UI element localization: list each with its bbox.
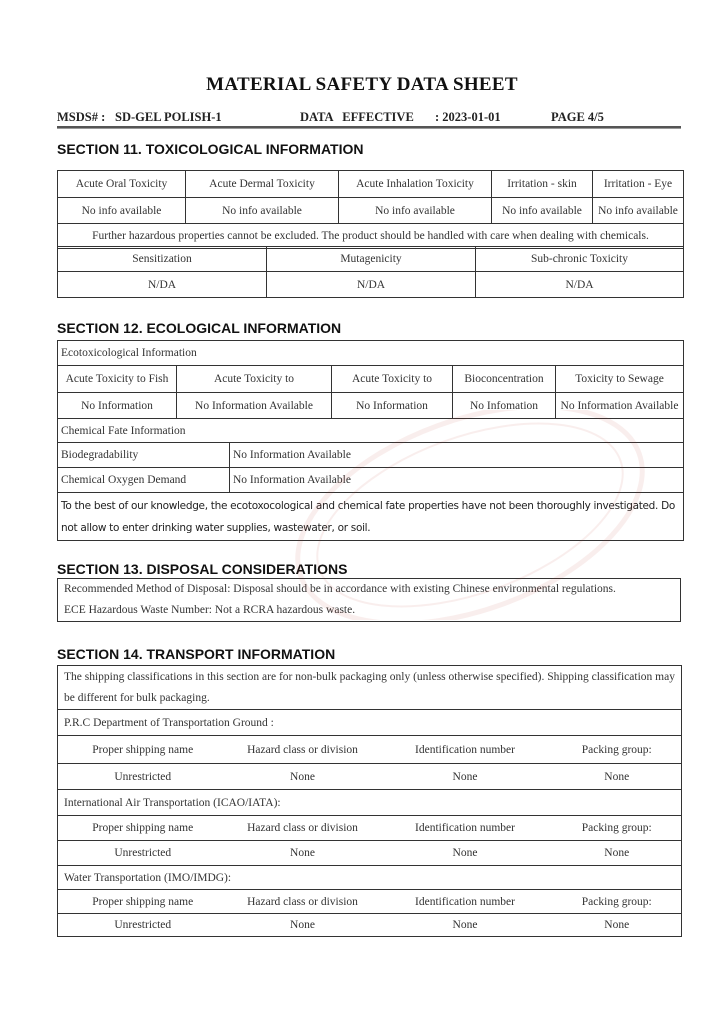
- document-title: MATERIAL SAFETY DATA SHEET: [206, 74, 518, 95]
- disposal-method: Recommended Method of Disposal: Disposal should be in accordance with existing Chinese environmental regulations.: [64, 583, 616, 595]
- table-header-cell: Proper shipping name: [58, 890, 228, 914]
- header-divider: [57, 126, 681, 129]
- table-cell: Unrestricted: [58, 841, 228, 866]
- transport-mode-ground: P.R.C Department of Transportation Ground :: [58, 710, 682, 736]
- table-header-cell: Identification number: [378, 736, 553, 764]
- section-12-heading: SECTION 12. ECOLOGICAL INFORMATION: [57, 320, 342, 336]
- table-cell: None: [553, 914, 682, 937]
- transport-table: [57, 665, 682, 937]
- table-header-cell: Proper shipping name: [58, 816, 228, 841]
- table-cell: No Information Available: [556, 393, 684, 419]
- table-header-cell: Identification number: [378, 890, 553, 914]
- table-cell: None: [378, 914, 553, 937]
- table-header-cell: Sub-chronic Toxicity: [476, 247, 684, 272]
- ecotox-label-row: [58, 341, 684, 366]
- transport-mode-row: [58, 710, 682, 736]
- table-cell: No info available: [593, 198, 684, 224]
- table-cell: None: [378, 841, 553, 866]
- table-header-cell: Packing group:: [553, 890, 682, 914]
- table-cell: No info available: [186, 198, 339, 224]
- table-header-cell: Acute Toxicity to Fish: [58, 366, 177, 393]
- table-cell: N/DA: [476, 272, 684, 298]
- transport-mode-air: International Air Transportation (ICAO/IATA):: [58, 790, 682, 816]
- table-cell: None: [378, 764, 553, 790]
- toxicity-value-row-2: [58, 272, 684, 298]
- table-cell: None: [228, 764, 378, 790]
- table-header-cell: Mutagenicity: [267, 247, 476, 272]
- toxicity-note-row: [58, 224, 684, 249]
- transport-value-row: [58, 841, 682, 866]
- document-meta-row: [57, 108, 681, 126]
- table-cell: No info available: [492, 198, 593, 224]
- table-header-cell: Identification number: [378, 816, 553, 841]
- disposal-table: [57, 578, 681, 622]
- fate-row-value: No Information Available: [230, 443, 684, 468]
- msds-label: MSDS# :: [57, 110, 106, 124]
- transport-value-row: [58, 914, 682, 937]
- toxicological-table-2: [57, 246, 684, 298]
- table-header-cell: Proper shipping name: [58, 736, 228, 764]
- table-cell: None: [228, 841, 378, 866]
- fate-row-label: Chemical Oxygen Demand: [58, 468, 230, 493]
- disposal-content: [58, 579, 681, 622]
- chemical-fate-table: [57, 418, 684, 541]
- ecotox-header-row: [58, 366, 684, 393]
- toxicity-header-row: [58, 171, 684, 198]
- table-cell: No Infomation: [453, 393, 556, 419]
- section-11-heading: SECTION 11. TOXICOLOGICAL INFORMATION: [57, 141, 364, 157]
- transport-mode-water: Water Transportation (IMO/IMDG):: [58, 866, 682, 890]
- table-header-cell: Acute Inhalation Toxicity: [339, 171, 492, 198]
- fate-label-row: [58, 419, 684, 443]
- table-cell: None: [228, 914, 378, 937]
- fate-row-value: No Information Available: [230, 468, 684, 493]
- hazardous-waste-number: ECE Hazardous Waste Number: Not a RCRA hazardous waste.: [64, 604, 356, 616]
- table-header-cell: Hazard class or division: [228, 816, 378, 841]
- transport-mode-row: [58, 866, 682, 890]
- table-header-cell: Packing group:: [553, 816, 682, 841]
- fate-row: [58, 468, 684, 493]
- msds-number: SD-GEL POLISH-1: [115, 110, 222, 124]
- table-header-cell: Sensitization: [58, 247, 267, 272]
- table-cell: No info available: [339, 198, 492, 224]
- section-13-heading: SECTION 13. DISPOSAL CONSIDERATIONS: [57, 561, 348, 577]
- table-cell: No Information: [58, 393, 177, 419]
- fate-row: [58, 443, 684, 468]
- table-cell: None: [553, 764, 682, 790]
- table-cell: N/DA: [58, 272, 267, 298]
- table-cell: Unrestricted: [58, 764, 228, 790]
- table-cell: Unrestricted: [58, 914, 228, 937]
- transport-header-row: [58, 816, 682, 841]
- table-header-cell: Hazard class or division: [228, 736, 378, 764]
- page-number: PAGE 4/5: [551, 110, 604, 124]
- table-header-cell: Packing group:: [553, 736, 682, 764]
- transport-value-row: [58, 764, 682, 790]
- toxicity-note: Further hazardous properties cannot be excluded. The product should be handled with care when dealing with chemicals.: [58, 224, 684, 249]
- table-cell: None: [553, 841, 682, 866]
- table-cell: N/DA: [267, 272, 476, 298]
- transport-intro: The shipping classifications in this section are for non-bulk packaging only (unless otherwise specified). Shipping classification may be different for bulk packaging.: [58, 666, 682, 710]
- ecological-table: [57, 340, 684, 419]
- table-header-cell: Toxicity to Sewage: [556, 366, 684, 393]
- table-header-cell: Irritation - Eye: [593, 171, 684, 198]
- transport-header-row: [58, 890, 682, 914]
- table-cell: No info available: [58, 198, 186, 224]
- table-header-cell: Hazard class or division: [228, 890, 378, 914]
- fate-label: Chemical Fate Information: [58, 419, 684, 443]
- section-14-heading: SECTION 14. TRANSPORT INFORMATION: [57, 646, 336, 662]
- toxicity-header-row-2: [58, 247, 684, 272]
- ecotox-label: Ecotoxicological Information: [58, 341, 684, 366]
- transport-intro-row: [58, 666, 682, 710]
- toxicological-table: [57, 170, 684, 249]
- table-header-cell: Acute Dermal Toxicity: [186, 171, 339, 198]
- table-header-cell: Acute Toxicity to: [177, 366, 332, 393]
- table-header-cell: Bioconcentration: [453, 366, 556, 393]
- transport-header-row: [58, 736, 682, 764]
- table-header-cell: Acute Oral Toxicity: [58, 171, 186, 198]
- date-effective-value: : 2023-01-01: [435, 110, 501, 124]
- ecology-note: To the best of our knowledge, the ecotoxocological and chemical fate properties have not been thoroughly investigated. Do not allow to enter drinking water supplies, wastewater, or soil.: [58, 493, 684, 541]
- disposal-row: [58, 579, 681, 622]
- date-effective-label: DATA EFFECTIVE: [300, 110, 414, 124]
- table-header-cell: Irritation - skin: [492, 171, 593, 198]
- transport-mode-row: [58, 790, 682, 816]
- table-cell: No Information Available: [177, 393, 332, 419]
- ecology-note-row: [58, 493, 684, 541]
- ecotox-value-row: [58, 393, 684, 419]
- table-cell: No Information: [332, 393, 453, 419]
- table-header-cell: Acute Toxicity to: [332, 366, 453, 393]
- fate-row-label: Biodegradability: [58, 443, 230, 468]
- toxicity-value-row: [58, 198, 684, 224]
